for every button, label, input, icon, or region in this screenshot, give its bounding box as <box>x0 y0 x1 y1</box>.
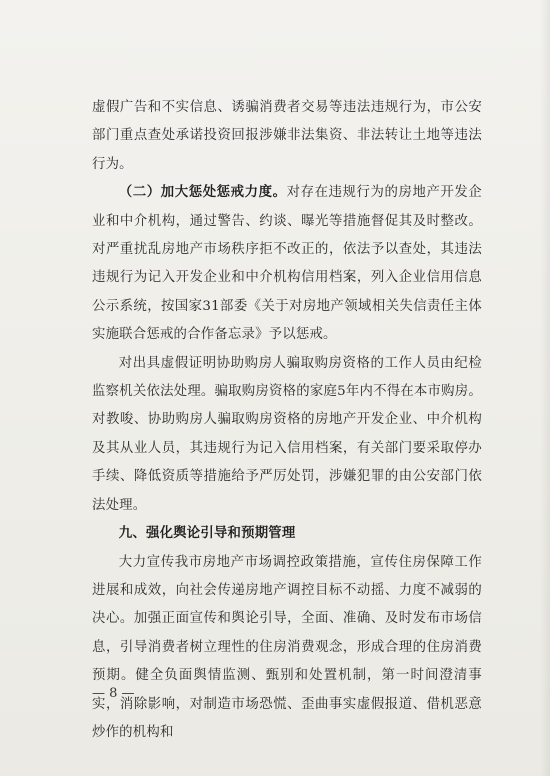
page-number: — 8 — <box>92 686 135 701</box>
page-edge-shadow <box>540 0 550 776</box>
paragraph-emphasis: （二）加大惩处惩戒力度。 <box>118 185 287 201</box>
paragraph-punishment-text: 对存在违规行为的房地产开发企业和中介机构，通过警告、约谈、曝光等措施督促其及时整改。对严重扰乱房地产市场秩序拒不改正的，依法予以查处，其违法违规行为记入开发企业和中介机构信用档案，列入企业信用信息公示系统，按国家31部委《关于对房地产领域相关失信责任主体实施联合惩戒的合作备忘录》予以惩戒。 <box>92 185 482 343</box>
paragraph-continuation: 虚假广告和不实信息、诱骗消费者交易等违法违规行为，市公安部门重点查处承诺投资回报涉嫌非法集资、非法转让土地等违法行为。 <box>92 100 482 172</box>
paragraph-public-opinion: 大力宣传我市房地产市场调控政策措施，宣传住房保障工作进展和成效，向社会传递房地产调控目标不动摇、力度不减弱的决心。加强正面宣传和舆论引导，全面、准确、及时发布市场信息，引导消费者树立理性的住房消费观念，形成合理的住房消费预期。健全负面舆情监测、甄别和处置机制，第一时间澄清事实，消除影响，对制造市场恐慌、歪曲事实虚假报道、借机恶意炒作的机构和 <box>92 554 482 740</box>
section-heading: 九、强化舆论引导和预期管理 <box>118 526 296 542</box>
paragraph-fraud-handling: 对出具虚假证明协助购房人骗取购房资格的工作人员由纪检监察机关依法处理。骗取购房资格的家庭5年内不得在本市购房。对教唆、协助购房人骗取购房资格的房地产开发企业、中介机构及其从业人员，其违规行为记入信用档案，有关部门要采取停办手续、降低资质等措施给予严厉处罚，涉嫌犯罪的由公安部门依法处理。 <box>92 355 482 513</box>
paragraph-punishment <box>92 179 482 349</box>
document-body <box>92 94 482 747</box>
